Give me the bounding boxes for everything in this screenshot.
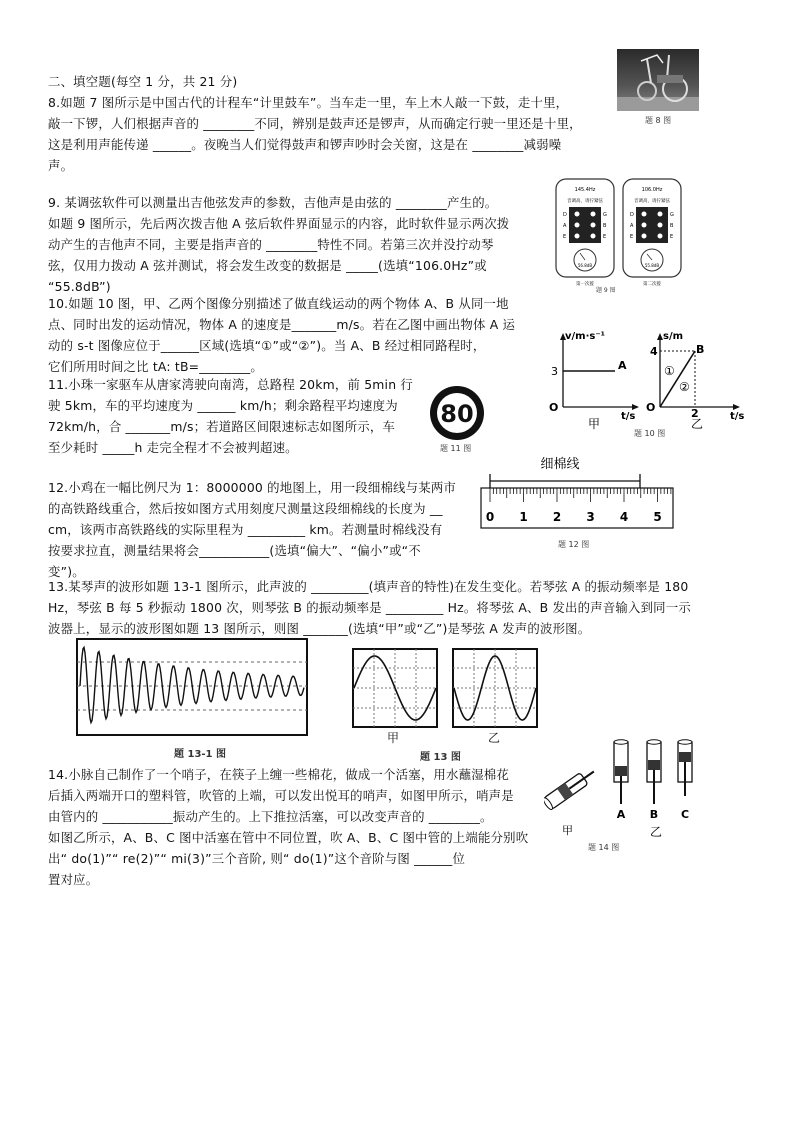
- q10-g1-origin: O: [549, 401, 559, 414]
- q11-caption: 题 11 图: [440, 444, 472, 453]
- q11-line-3: 72km/h，合 _______m/s；若道路区间限速标志如图所示，车: [48, 419, 396, 434]
- q12-line-1: 12.小鸡在一幅比例尺为 1：8000000 的地图上，用一段细棉线与某两市: [48, 480, 457, 495]
- q11-speed-limit-sign: [428, 384, 486, 442]
- q9-panel2-label: 第二次拨: [643, 282, 661, 287]
- q12-thread-label: 细棉线: [540, 457, 580, 472]
- q10-graphs: [543, 325, 773, 445]
- q14-line-6: 置对应。: [48, 872, 99, 887]
- q10-graph-jia: [549, 331, 639, 431]
- q10-g2-name: 乙: [691, 417, 704, 431]
- q10-g2-ytick: 4: [650, 345, 658, 358]
- q9-peg-left-3: E: [563, 234, 567, 240]
- q12-line-2: 的高铁路线重合，然后按如图方式用刻度尺测量这段细棉线的长度为 __: [48, 501, 443, 516]
- q9-line-2: 如题 9 图所示，先后两次拨吉他 A 弦后软件界面显示的内容，此时软件显示两次拨: [48, 216, 510, 231]
- q8-caption: 题 8 图: [645, 116, 672, 125]
- q9-caption: 题 9 图: [596, 287, 616, 294]
- q14-line-1: 14.小脉自己制作了一个哨子，在筷子上缠一些棉花，做成一个活塞，用水蘸湿棉花: [48, 767, 509, 782]
- q9-panel1-freq: 145.4Hz: [574, 187, 596, 193]
- q10-g1-name: 甲: [588, 417, 601, 431]
- q12-line-4: 按要求拉直，测量结果将会___________(选填“偏大”、“偏小”或“不: [48, 543, 421, 558]
- q11-line-2: 驶 5km，车的平均速度为 ______ km/h；剩余路程平均速度为: [48, 398, 398, 413]
- q8-line-1: 8.如题 7 图所示是中国古代的计程车“计里鼓车”。当车走一里，车上木人敲一下鼓，走十里，: [48, 95, 569, 110]
- q9-panel1-label: 第一次拨: [576, 282, 594, 287]
- q12-ruler-label-3: 3: [586, 510, 595, 524]
- q10-line-1: 10.如题 10 图，甲、乙两个图像分别描述了做直线运动的两个物体 A、B 从同一地: [48, 296, 509, 311]
- q9-peg-right-2: B: [603, 223, 607, 229]
- q9-panel2-freq: 106.0Hz: [641, 187, 663, 193]
- q13-wave-yi: [452, 648, 538, 728]
- q10-g2-xlabel: t/s: [730, 411, 745, 422]
- q9-panel2-status: 音调高，请拧紧弦: [634, 199, 670, 204]
- q9-peg-left-1: D: [563, 212, 567, 218]
- q10-g2-label: B: [696, 343, 705, 356]
- q14-line-5: 出“ do(1)”“ re(2)”“ mi(3)”三个音阶, 则“ do(1)”这个音阶与图 ______位: [48, 851, 466, 866]
- q14-whistle-figure: [544, 736, 704, 846]
- q12-ruler-label-0: 0: [485, 510, 495, 524]
- q14-label-yi: 乙: [650, 825, 663, 839]
- q10-g1-xlabel: t/s: [621, 411, 636, 422]
- q9-p2-peg-right-1: G: [670, 212, 674, 218]
- q9-line-1: 9. 某调弦软件可以测量出吉他弦发声的参数，吉他声是由弦的 ________产生的。: [48, 195, 498, 210]
- q12-line-5: 变”)。: [48, 564, 85, 579]
- q9-peg-right-3: E: [603, 234, 607, 240]
- q9-peg-right-1: G: [603, 212, 607, 218]
- q14-label-jia: 甲: [562, 824, 573, 837]
- q8-line-2: 敲一下锣，人们根据声音的 ________不同，辨别是鼓声还是锣声，从而确定行驶一里还是十里，: [48, 116, 582, 131]
- q9-p2-peg-right-3: E: [670, 234, 674, 240]
- q10-line-2: 点、同时出发的运动情况，物体 A 的速度是_______m/s。若在乙图中画出物体 A 运: [48, 317, 516, 332]
- q12-ruler-label-4: 4: [619, 510, 629, 524]
- q14-label-b: B: [649, 808, 659, 821]
- q10-g2-origin: O: [646, 401, 656, 414]
- q13-line-2: Hz，琴弦 B 每 5 秒振动 1800 次，则琴弦 B 的振动频率是 _________ Hz。将琴弦 A、B 发出的声音输入到同一示: [48, 600, 691, 615]
- q10-line-3: 动的 s-t 图像应位于______区域(选填“①”或“②”)。当 A、B 经过相同路程时，: [48, 338, 486, 353]
- q10-g2-xtick: 2: [691, 407, 699, 420]
- q12-caption: 题 12 图: [558, 540, 590, 549]
- q10-g2-ylabel: s/m: [663, 331, 684, 342]
- q9-line-3: 动产生的吉他声不同，主要是指声音的 ________特性不同。若第三次并没拧动琴: [48, 237, 494, 252]
- q14-line-4: 如图乙所示，A、B、C 图中活塞在管中不同位置，吹 A、B、C 图中管的上端能分别吹: [48, 830, 529, 845]
- q11-line-4: 至少耗时 _____h 走完全程才不会被判超速。: [48, 440, 298, 455]
- q9-p2-peg-left-3: E: [630, 234, 634, 240]
- q8-line-4: 声。: [48, 158, 74, 173]
- q10-g1-label: A: [618, 359, 627, 372]
- q14-tube-c: [678, 740, 692, 796]
- q14-label-a: A: [616, 808, 626, 821]
- q9-tuner-figure: [553, 178, 688, 288]
- q12-line-3: cm，该两市高铁路线的实际里程为 _________ km。若测量时棉线没有: [48, 522, 443, 537]
- q14-tube-a: [614, 740, 628, 804]
- section-title: 二、填空题(每空 1 分，共 21 分): [48, 74, 238, 89]
- q14-line-3: 由管内的 ___________振动产生的。上下推拉活塞，可以改变声音的 ________。: [48, 809, 493, 824]
- q12-ruler-label-1: 1: [519, 510, 528, 524]
- q9-p2-peg-right-2: B: [670, 223, 674, 229]
- q9-p2-peg-left-1: D: [630, 212, 634, 218]
- q12-ruler-label-5: 5: [653, 510, 662, 524]
- q13-label-jia: 甲: [387, 731, 400, 745]
- q14-label-c: C: [680, 808, 690, 821]
- q10-caption: 题 10 图: [634, 429, 666, 438]
- q13-line-3: 波器上，显示的波形图如题 13 图所示，则图 _______(选填“甲”或“乙”)是琴弦 A 发声的波形图。: [48, 621, 591, 636]
- q9-line-4: 弦，仅用力拨动 A 弦并测试，将会发生改变的数据是 _____(选填“106.0Hz”或: [48, 258, 487, 273]
- q8-line-3: 这是利用声能传递 ______。夜晚当人们觉得鼓声和锣声吵时会关窗，这是在 ________减弱噪: [48, 137, 562, 152]
- q10-g1-ylabel: v/m·s⁻¹: [565, 331, 605, 342]
- q14-tube-b: [647, 740, 661, 804]
- q10-g2-region1: ①: [664, 364, 675, 378]
- q13-1-caption: 题 13-1 图: [174, 749, 226, 760]
- q13-wave-jia: [352, 648, 438, 728]
- q10-line-4: 它们所用时间之比 tA: tB=________。: [48, 359, 263, 374]
- q9-panel2-db: 55.8dB: [644, 263, 660, 268]
- q12-ruler-label-2: 2: [552, 510, 562, 524]
- q13-1-waveform: [76, 638, 310, 738]
- q9-line-5: “55.8dB”): [48, 279, 111, 294]
- q8-drum-cart-photo: [617, 49, 699, 111]
- q13-label-yi: 乙: [488, 731, 501, 745]
- q10-g1-ytick: 3: [551, 365, 558, 378]
- q13-line-1: 13.某琴声的波形如题 13-1 图所示，此声波的 _________(填声音的特性)在发生变化。若琴弦 A 的振动频率是 180: [48, 579, 689, 594]
- q11-line-1: 11.小珠一家驱车从唐家湾驶向南湾，总路程 20km，前 5min 行: [48, 377, 413, 392]
- q13-caption: 题 13 图: [420, 752, 461, 763]
- q9-panel1-db: 56.8dB: [577, 263, 593, 268]
- q9-p2-peg-left-2: A: [630, 223, 634, 229]
- q10-graph-yi: [646, 331, 744, 431]
- q10-g2-region2: ②: [679, 380, 690, 394]
- q9-panel1-status: 音调高，请拧紧弦: [567, 199, 603, 204]
- q14-line-2: 后插入两端开口的塑料管，吹管的上端，可以发出悦耳的哨声，如图甲所示，哨声是: [48, 788, 514, 803]
- q14-whistle-jia: [544, 766, 598, 811]
- q11-sign-value: 80: [440, 400, 474, 428]
- q12-ruler-figure: [480, 452, 676, 536]
- q9-peg-left-2: A: [563, 223, 567, 229]
- q14-caption: 题 14 图: [588, 843, 620, 852]
